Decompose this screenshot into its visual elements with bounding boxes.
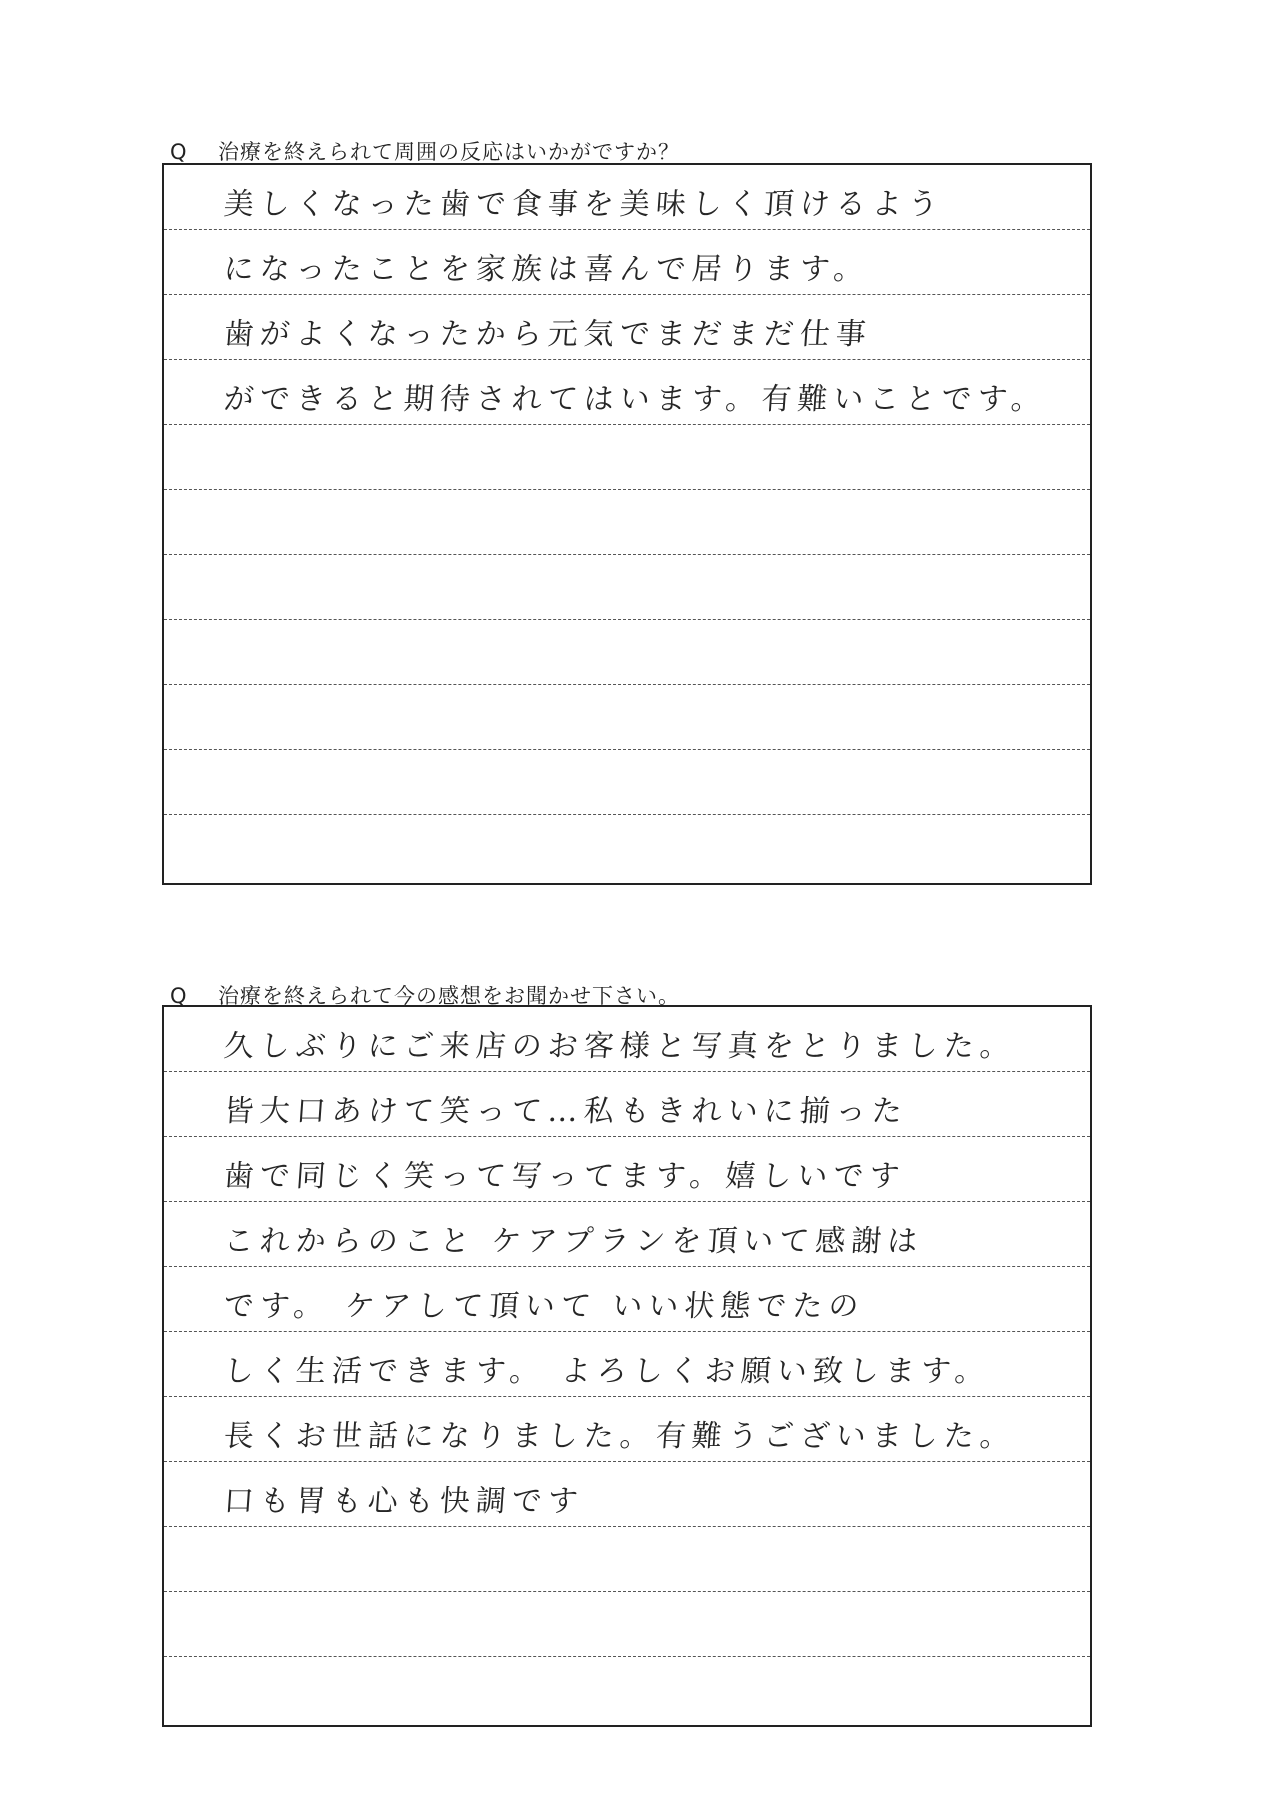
answer-line bbox=[164, 1007, 1090, 1072]
question-2-text: 治療を終えられて今の感想をお聞かせ下さい。 bbox=[218, 984, 680, 1008]
answer-box-2 bbox=[162, 1005, 1092, 1727]
answer-line bbox=[164, 620, 1090, 685]
question-1-mark: Q bbox=[170, 140, 188, 164]
answer-line bbox=[164, 360, 1090, 425]
handwritten-text: 口も胃も心も快調です bbox=[222, 1484, 585, 1519]
answer-line bbox=[164, 1657, 1090, 1722]
answer-line bbox=[164, 490, 1090, 555]
handwritten-text: です。 ケアして頂いて いい状態でたの bbox=[222, 1289, 866, 1324]
answer-line bbox=[164, 1332, 1090, 1397]
handwritten-text: 長くお世話になりました。有難うございました。 bbox=[222, 1419, 1017, 1454]
answer-box-1 bbox=[162, 163, 1092, 885]
handwritten-text: これからのこと ケアプランを頂いて感謝は bbox=[222, 1224, 925, 1259]
answer-line bbox=[164, 1527, 1090, 1592]
answer-line bbox=[164, 555, 1090, 620]
answer-line bbox=[164, 1462, 1090, 1527]
handwritten-text: 皆大口あけて笑って…私もきれいに揃った bbox=[222, 1094, 909, 1129]
handwritten-text: 歯がよくなったから元気でまだまだ仕事 bbox=[222, 317, 873, 352]
answer-line bbox=[164, 1592, 1090, 1657]
answer-line bbox=[164, 425, 1090, 490]
answer-line bbox=[164, 1267, 1090, 1332]
answer-line bbox=[164, 165, 1090, 230]
answer-line bbox=[164, 1202, 1090, 1267]
answer-line bbox=[164, 685, 1090, 750]
handwritten-text: 久しぶりにご来店のお客様と写真をとりました。 bbox=[222, 1029, 1017, 1064]
answer-line bbox=[164, 750, 1090, 815]
answer-line bbox=[164, 1397, 1090, 1462]
answer-line bbox=[164, 230, 1090, 295]
question-1-text: 治療を終えられて周囲の反応はいかがですか？ bbox=[218, 140, 680, 164]
handwritten-text: ができると期待されてはいます。有難いことです。 bbox=[222, 382, 1049, 417]
handwritten-text: 美しくなった歯で食事を美味しく頂けるよう bbox=[222, 187, 945, 222]
handwritten-text: になったことを家族は喜んで居ります。 bbox=[222, 252, 871, 287]
answer-line bbox=[164, 815, 1090, 880]
handwritten-text: 歯で同じく笑って写ってます。嬉しいです bbox=[222, 1159, 907, 1194]
answer-line bbox=[164, 1072, 1090, 1137]
handwritten-text: しく生活できます。 よろしくお願い致します。 bbox=[222, 1354, 992, 1389]
answer-line bbox=[164, 295, 1090, 360]
question-2-mark: Q bbox=[170, 984, 188, 1008]
answer-line bbox=[164, 1137, 1090, 1202]
question-1 bbox=[170, 136, 680, 166]
